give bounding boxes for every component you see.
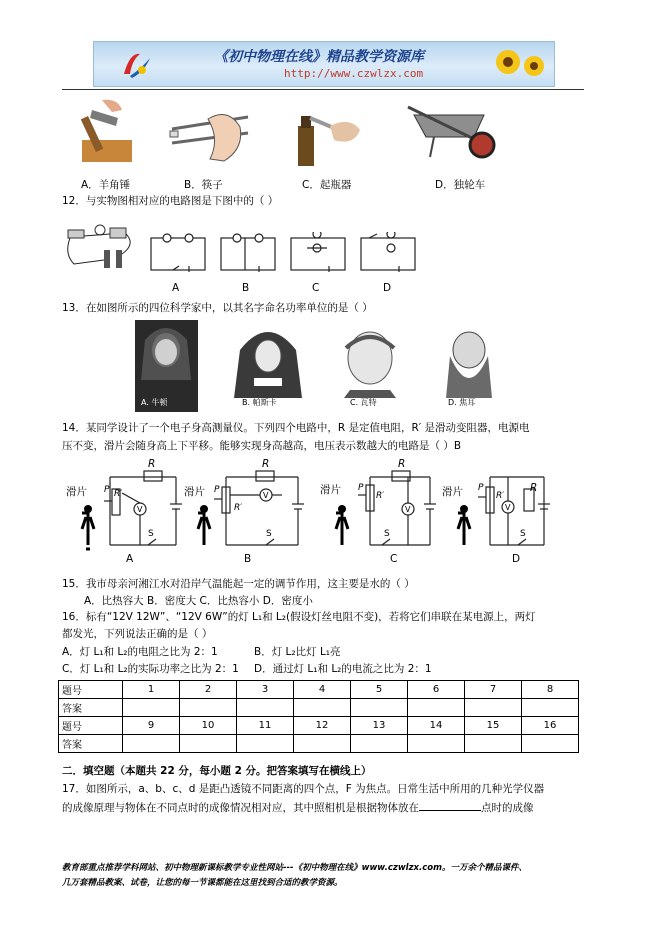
answer-cell[interactable] — [522, 735, 579, 753]
table-cell: 9 — [123, 717, 180, 735]
q14-c-s-label: S — [384, 529, 390, 539]
q16-option-b: B．灯 L₂比灯 L₁亮 — [254, 646, 341, 658]
portrait-pascal-caption: B. 帕斯卡 — [242, 398, 277, 407]
table-cell: 15 — [465, 717, 522, 735]
q14-c-rp-label: R′ — [376, 491, 385, 501]
q16-option-a: A．灯 L₁和 L₂的电阻之比为 2：1 — [62, 646, 218, 658]
footer-line1: 教育部重点推荐学科网站、初中物理新课标教学专业性网站---《初中物理在线》www.czwlzx.com。一万余个精品课件、 — [62, 863, 527, 873]
answer-cell[interactable] — [123, 735, 180, 753]
q15-options: A．比热容大 B．密度大 C．比热容小 D．密度小 — [84, 595, 313, 607]
row-header: 题号 — [59, 717, 123, 735]
row-header: 答案 — [59, 735, 123, 753]
q14-b-s-label: S — [266, 529, 272, 539]
q11-option-c: C．起瓶器 — [302, 179, 352, 191]
answer-cell[interactable] — [408, 735, 465, 753]
q12-label-d: D — [383, 282, 392, 294]
q11-option-b: B．筷子 — [184, 179, 223, 191]
q14-c-p-label: P — [358, 483, 364, 493]
portrait-joule — [434, 320, 504, 412]
q14-circuit-a — [64, 458, 184, 565]
q14-c-r-label: R — [398, 458, 406, 470]
portrait-pascal — [232, 320, 304, 412]
q17-line2-end: 点时的成像 — [481, 802, 534, 814]
q14-d-v-label: V — [505, 503, 511, 512]
answer-cell[interactable] — [351, 735, 408, 753]
q14-b-v-label: V — [263, 491, 269, 500]
q14-line2: 压不变，滑片会随身高上下平移。能够实现身高越高，电压表示数越大的电路是（ ）B — [62, 440, 462, 452]
footer-line2: 几万套精品教案、试卷，让您的每一节课都能在这里找到合适的教学资源。 — [62, 878, 343, 888]
table-cell: 16 — [522, 717, 579, 735]
q11-option-a: A．羊角锤 — [81, 179, 131, 191]
q14-a-v-label: V — [137, 505, 143, 514]
q17-answer-blank[interactable] — [419, 800, 481, 811]
q14-circuit-c — [318, 458, 438, 565]
q16-line1: 16．标有“12V 12W”、“12V 6W”的灯 L₁和 L₂(假设灯丝电阻不变)，若将它们串联在某电源上，两灯 — [62, 611, 536, 623]
banner-url[interactable]: http://www.czwlzx.com — [284, 67, 424, 80]
q14-a-r-label: R — [148, 458, 156, 470]
banner-title: 《初中物理在线》精品教学资源库 — [214, 49, 424, 65]
q12-physical-circuit — [60, 224, 140, 272]
answer-cell[interactable] — [408, 699, 465, 717]
q14-c-v-label: V — [405, 505, 411, 514]
answer-cell[interactable] — [237, 735, 294, 753]
table-cell: 14 — [408, 717, 465, 735]
q14-d-r-label: R — [530, 482, 538, 494]
answer-cell[interactable] — [465, 735, 522, 753]
table-row — [59, 717, 579, 735]
q14-a-s-label: S — [148, 529, 154, 539]
answer-cell[interactable] — [465, 699, 522, 717]
q14-label-a: A — [126, 553, 134, 565]
q16-line2: 都发光，下列说法正确的是（ ） — [62, 628, 213, 640]
q14-b-rp-label: R′ — [234, 503, 243, 513]
claw-hammer-picture — [78, 96, 136, 166]
table-row — [59, 735, 579, 753]
portrait-watt-caption: C. 瓦特 — [350, 398, 377, 407]
wheelbarrow-picture — [404, 101, 500, 165]
table-cell: 13 — [351, 717, 408, 735]
q12-circuit-d — [361, 232, 415, 272]
q17-line1: 17．如图所示，a、b、c、d 是距凸透镜不同距离的四个点，F 为焦点。日常生活中所用的几种光学仪器 — [62, 783, 545, 795]
table-cell: 7 — [465, 681, 522, 699]
portrait-joule-caption: D. 焦耳 — [448, 398, 476, 407]
q12-circuit-b — [221, 234, 275, 272]
table-cell: 6 — [408, 681, 465, 699]
table-cell: 2 — [180, 681, 237, 699]
answer-table — [58, 680, 579, 753]
table-cell: 10 — [180, 717, 237, 735]
q14-circuit-b — [184, 458, 306, 565]
answer-cell[interactable] — [294, 735, 351, 753]
header-banner — [93, 41, 555, 87]
table-cell: 12 — [294, 717, 351, 735]
answer-cell[interactable] — [351, 699, 408, 717]
table-row — [59, 699, 579, 717]
q14-b-r-label: R — [262, 458, 270, 470]
q12-label-c: C — [312, 282, 320, 294]
q14-label-d: D — [512, 553, 521, 565]
q15-stem: 15．我市母亲河湘江水对沿岸气温能起一定的调节作用，这主要是水的（ ） — [62, 578, 415, 590]
answer-cell[interactable] — [522, 699, 579, 717]
answer-cell[interactable] — [294, 699, 351, 717]
q14-label-b: B — [244, 553, 252, 565]
q12-circuit-c — [291, 232, 345, 272]
q13-stem: 13．在如图所示的四位科学家中，以其名字命名功率单位的是（ ） — [62, 302, 373, 314]
q14-d-rp-label: R′ — [496, 491, 505, 501]
q14-d-s-label: S — [520, 529, 526, 539]
table-cell: 5 — [351, 681, 408, 699]
q14-line1: 14．某同学设计了一个电子身高测量仪。下列四个电路中，R 是定值电阻，R′ 是滑动变阻器，电源电 — [62, 422, 530, 434]
table-cell: 1 — [123, 681, 180, 699]
portrait-newton-caption: A. 牛顿 — [141, 398, 168, 407]
q14-d-slider-label: 滑片 — [442, 486, 463, 498]
site-logo-icon — [120, 48, 152, 80]
q12-stem: 12．与实物图相对应的电路图是下图中的（ ） — [62, 195, 279, 207]
q14-a-rp-label: R′ — [114, 489, 123, 499]
answer-cell[interactable] — [180, 699, 237, 717]
q14-d-p-label: P — [478, 483, 484, 493]
q12-circuit-diagrams — [145, 232, 423, 272]
portrait-watt — [330, 320, 410, 412]
answer-cell[interactable] — [123, 699, 180, 717]
q12-label-a: A — [172, 282, 180, 294]
table-cell: 8 — [522, 681, 579, 699]
table-cell: 4 — [294, 681, 351, 699]
table-cell: 11 — [237, 717, 294, 735]
q16-option-d: D．通过灯 L₁和 L₂的电流之比为 2：1 — [254, 663, 432, 675]
q14-circuit-d — [440, 459, 560, 565]
row-header: 题号 — [59, 681, 123, 699]
q14-a-p-label: P — [104, 485, 110, 495]
chopsticks-picture — [168, 99, 252, 169]
table-row — [59, 681, 579, 699]
bottle-opener-picture — [290, 96, 362, 168]
q14-a-slider-label: 滑片 — [66, 486, 87, 498]
q14-b-p-label: P — [214, 485, 220, 495]
q14-label-c: C — [390, 553, 398, 565]
sunflower-icon — [488, 44, 548, 84]
q17-line2-start: 的成像原理与物体在不同点时的成像情况相对应，其中照相机是根据物体放在 — [62, 802, 419, 814]
table-cell: 3 — [237, 681, 294, 699]
section2-heading: 二．填空题（本题共 22 分，每小题 2 分。把答案填写在横线上） — [62, 765, 372, 777]
answer-cell[interactable] — [180, 735, 237, 753]
portrait-newton — [135, 320, 198, 412]
q12-circuit-a — [151, 234, 205, 272]
q16-option-c: C．灯 L₁和 L₂的实际功率之比为 2：1 — [62, 663, 239, 675]
answer-cell[interactable] — [237, 699, 294, 717]
q11-option-d: D．独轮车 — [435, 179, 486, 191]
q14-c-slider-label: 滑片 — [320, 484, 341, 496]
row-header: 答案 — [59, 699, 123, 717]
q14-b-slider-label: 滑片 — [184, 486, 205, 498]
header-rule — [62, 89, 584, 90]
q17-line2 — [62, 800, 534, 815]
q12-label-b: B — [242, 282, 250, 294]
